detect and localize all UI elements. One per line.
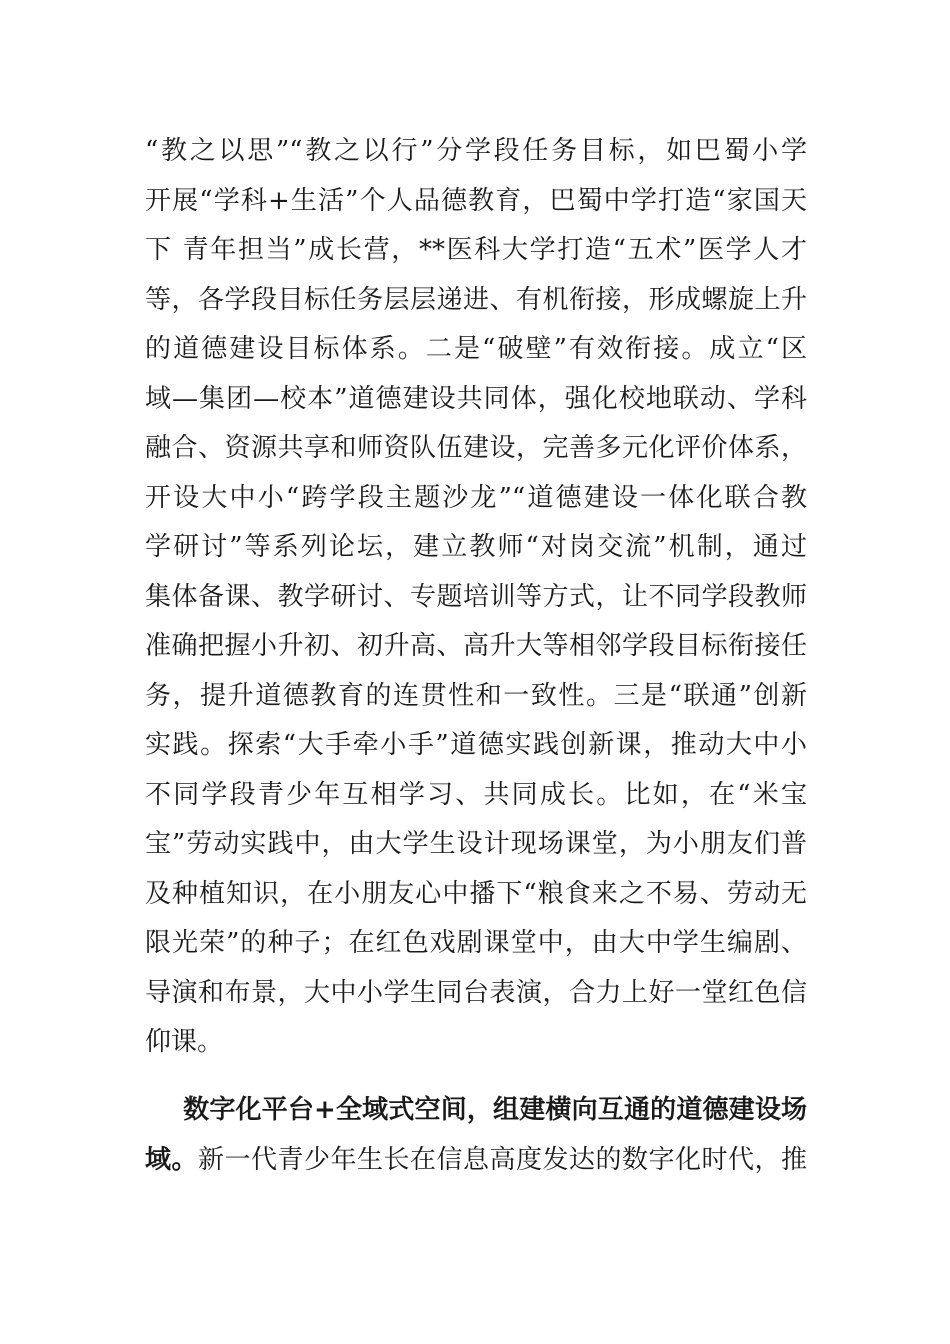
paragraph-line: 宝”劳动实践中，由大学生设计现场课堂，为小朋友们普 (145, 829, 807, 859)
paragraph-line: 集体备课、教学研讨、专题培训等方式，让不同学段教师 (145, 581, 807, 612)
paragraph-line: 域—集团—校本”道德建设共同体，强化校地联动、学科 (145, 383, 807, 414)
section-heading-text: 数字化平台+全域式空间，组建横向互通的道德建设场 (183, 1095, 807, 1125)
paragraph-line: 不同学段青少年互相学习、共同成长。比如，在“米宝 (145, 779, 807, 810)
paragraph-line: 学研讨”等系列论坛，建立教师“对岗交流”机制，通过 (145, 532, 807, 562)
paragraph-line: 的道德建设目标体系。二是“破壁”有效衔接。成立“区 (145, 334, 807, 364)
paragraph-line: 下 青年担当”成长营，**医科大学打造“五术”医学人才 (145, 235, 807, 265)
paragraph-line: “教之以思”“教之以行”分学段任务目标，如巴蜀小学 (145, 136, 807, 166)
paragraph-line: 限光荣”的种子；在红色戏剧课堂中，由大中学生编剧、 (145, 928, 807, 958)
paragraph-line: 务，提升道德教育的连贯性和一致性。三是“联通”创新 (145, 680, 807, 711)
section-heading-line (145, 1086, 807, 1136)
paragraph-2 (145, 1086, 807, 1185)
section-heading-text-end: 域。 (145, 1144, 198, 1175)
paragraph-line: 开设大中小“跨学段主题沙龙”“道德建设一体化联合教 (145, 482, 807, 513)
paragraph-line: 实践。探索“大手牵小手”道德实践创新课，推动大中小 (145, 730, 807, 760)
paragraph-line: 等，各学段目标任务层层递进、有机衔接，形成螺旋上升 (145, 284, 807, 315)
paragraph-line: 导演和布景，大中小学生同台表演，合力上好一堂红色信 (145, 977, 807, 1008)
paragraph-line (145, 1136, 807, 1186)
paragraph-line: 开展“学科+生活”个人品德教育，巴蜀中学打造“家国天 (145, 185, 807, 216)
paragraph-1 (145, 127, 807, 1068)
paragraph-line: 准确把握小升初、初升高、高升大等相邻学段目标衔接任 (145, 631, 807, 661)
paragraph-line: 融合、资源共享和师资队伍建设，完善多元化评价体系， (145, 433, 807, 463)
paragraph-line: 及种植知识，在小朋友心中播下“粮食来之不易、劳动无 (145, 878, 807, 909)
paragraph-line: 仰课。 (145, 1027, 224, 1057)
paragraph-text: 新一代青少年生长在信息高度发达的数字化时代，推 (198, 1144, 807, 1175)
